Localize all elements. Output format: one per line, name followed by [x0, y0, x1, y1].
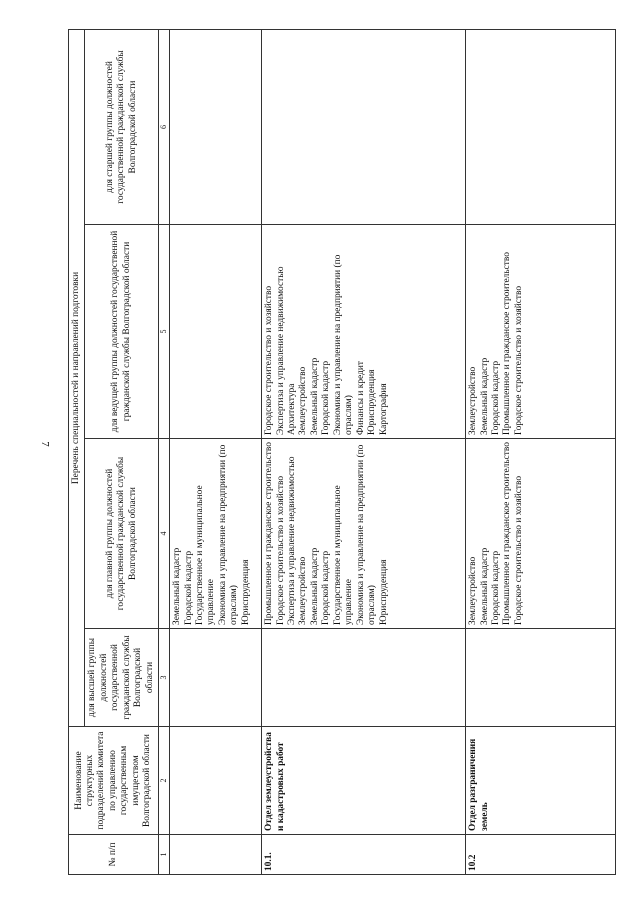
specialty-item: Городское строительство и хозяйство — [275, 475, 286, 625]
specialty-item: Городской кадастр — [321, 360, 332, 435]
specialty-item: Земельный кадастр — [309, 547, 320, 625]
specialty-item: Городской кадастр — [321, 550, 332, 625]
row-number: 10.1. — [262, 835, 466, 875]
header-department-name: Наименование структурных подразделений комитета по управлению государственным имуществом Волгоградской области — [69, 727, 159, 835]
header-group-title: Перечень специальностей и направлений подготовки — [69, 29, 85, 726]
header-num: № п/п — [69, 835, 159, 875]
specialty-item: Экономика и управление на предприятии (по отраслям) — [355, 444, 378, 625]
col-number: 1 — [159, 835, 170, 875]
main-list — [466, 439, 616, 629]
specialty-item: Городское строительство и хозяйство — [513, 475, 524, 625]
specialty-item: Юриспруденция — [367, 369, 378, 435]
senior-list — [262, 29, 466, 224]
specialty-item: Экспертиза и управление недвижимостью — [286, 456, 297, 625]
specialty-item: Экономика и управление на предприятии (по отраслям) — [217, 444, 240, 625]
specialty-item: Землеустройство — [468, 556, 479, 625]
header-leading-group: для ведущей группы должностей государственной гражданской службы Волгоградской области — [85, 225, 159, 439]
col-number: 4 — [159, 439, 170, 629]
highest-list — [262, 629, 466, 727]
specialty-item: Промышленное и гражданское строительство — [264, 442, 275, 625]
specialty-item: Городской кадастр — [490, 550, 501, 625]
specialty-item: Промышленное и гражданское строительство — [502, 252, 513, 435]
specialties-table — [68, 29, 616, 875]
specialty-item: Землеустройство — [298, 556, 309, 625]
department-name: Отдел землеустройства и кадастровых работ — [262, 727, 466, 835]
highest-list — [466, 629, 616, 727]
specialty-item: Городское строительство и хозяйство — [264, 285, 275, 435]
table-row — [466, 29, 616, 874]
specialty-item: Земельный кадастр — [479, 357, 490, 435]
specialty-item: Городской кадастр — [490, 360, 501, 435]
specialty-item: Городское строительство и хозяйство — [513, 285, 524, 435]
specialty-item: Промышленное и гражданское строительство — [502, 442, 513, 625]
leading-list — [262, 225, 466, 439]
specialty-item: Государственное и муниципальное управление — [332, 485, 355, 625]
specialty-item: Государственное и муниципальное управление — [194, 485, 217, 625]
specialty-item: Экономика и управление на предприятии (по отраслям) — [332, 254, 355, 435]
specialty-item: Земельный кадастр — [309, 357, 320, 435]
specialty-item: Экспертиза и управление недвижимостью — [275, 266, 286, 435]
leading-list — [466, 225, 616, 439]
specialty-item: Земельный кадастр — [172, 547, 183, 625]
table-container — [68, 30, 616, 875]
header-senior-group: для старшей группы должностей государственной гражданской службы Волгоградской области — [85, 29, 159, 224]
row-number: 10.2 — [466, 835, 616, 875]
specialty-item: Юриспруденция — [240, 559, 251, 625]
specialty-item: Землеустройство — [298, 366, 309, 435]
specialty-item: Архитектура — [286, 383, 297, 435]
cont-main-list — [170, 439, 262, 629]
senior-list — [466, 29, 616, 224]
table-row — [262, 29, 466, 874]
main-list — [262, 439, 466, 629]
col-number: 5 — [159, 225, 170, 439]
specialty-item: Городской кадастр — [183, 550, 194, 625]
page-number: 7 — [39, 441, 51, 447]
col-number: 3 — [159, 629, 170, 727]
col-number: 6 — [159, 29, 170, 224]
specialty-item: Юриспруденция — [378, 559, 389, 625]
department-name: Отдел разграничения земель — [466, 727, 616, 835]
specialty-item: Картография — [378, 383, 389, 435]
col-number: 2 — [159, 727, 170, 835]
specialty-item: Землеустройство — [468, 366, 479, 435]
header-highest-group: для высшей группы должностей государственной гражданской службы Волгоградской области — [85, 629, 159, 727]
column-numbers-row — [159, 29, 170, 874]
header-main-group: для главной группы должностей государственной гражданской службы Волгоградской области — [85, 439, 159, 629]
specialty-item: Финансы и кредит — [355, 361, 366, 435]
specialty-item: Земельный кадастр — [479, 547, 490, 625]
table-row-continued — [170, 29, 262, 874]
